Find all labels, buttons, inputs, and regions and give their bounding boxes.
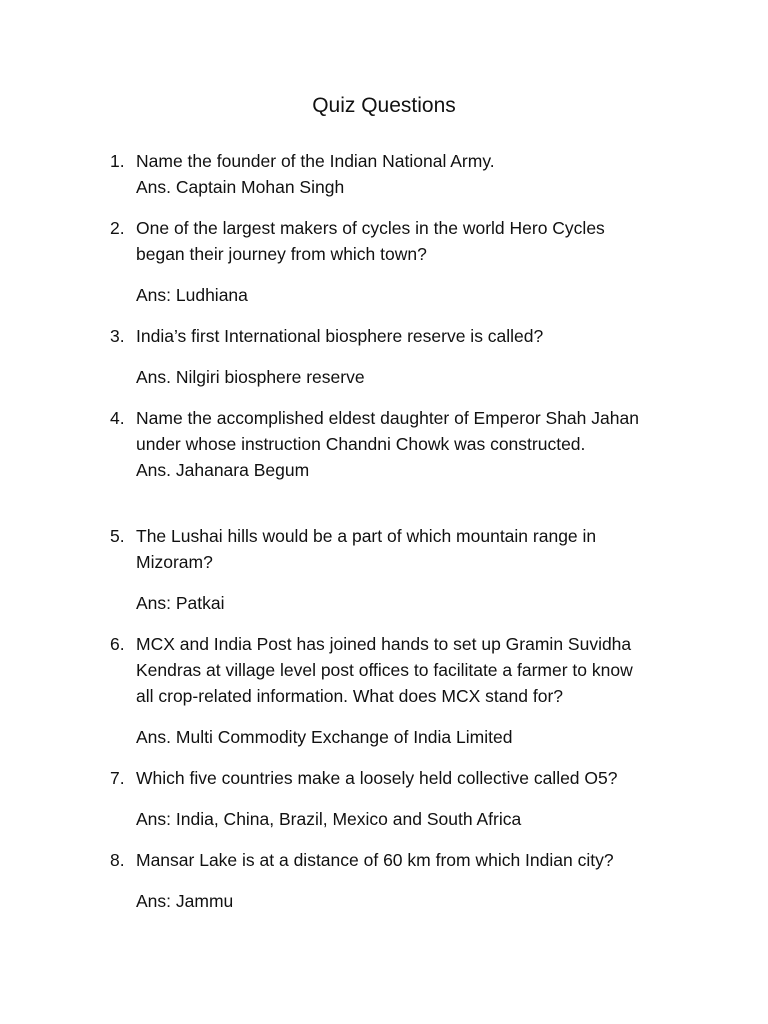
answer-4: [136, 457, 696, 483]
answer-text: Ans: Ludhiana: [136, 285, 248, 305]
question-text: Mizoram?: [136, 552, 213, 572]
question-6: [110, 631, 696, 709]
question-number: 2.: [110, 218, 125, 238]
answer-text: Ans. Jahanara Begum: [136, 460, 310, 480]
question-number: 1.: [110, 151, 125, 171]
question-text: under whose instruction Chandni Chowk was constructed.: [136, 434, 586, 454]
question-text: India’s first International biosphere reserve is called?: [136, 326, 544, 346]
question-text: One of the largest makers of cycles in the world Hero Cycles: [136, 218, 605, 238]
question-text: The Lushai hills would be a part of which mountain range in: [136, 526, 597, 546]
question-text: Name the accomplished eldest daughter of Emperor Shah Jahan: [136, 408, 639, 428]
question-number: 5.: [110, 526, 125, 546]
answer-text: Ans. Nilgiri biosphere reserve: [136, 367, 365, 387]
answer-7: [136, 806, 696, 832]
answer-text: Ans: India, China, Brazil, Mexico and South Africa: [136, 809, 522, 829]
answer-text: Ans: Patkai: [136, 593, 225, 613]
question-number: 6.: [110, 634, 125, 654]
question-number: 8.: [110, 850, 125, 870]
question-number: 4.: [110, 408, 125, 428]
question-number: 7.: [110, 768, 125, 788]
question-text: Name the founder of the Indian National Army.: [136, 151, 495, 171]
answer-8: [136, 888, 696, 914]
question-4: [110, 405, 696, 457]
answer-2: [136, 282, 696, 308]
answer-6: [136, 724, 696, 750]
answer-1: [136, 174, 696, 200]
question-text: all crop-related information. What does MCX stand for?: [136, 686, 563, 706]
question-text: Which five countries make a loosely held collective called O5?: [136, 768, 618, 788]
answer-text: Ans. Captain Mohan Singh: [136, 177, 345, 197]
question-number: 3.: [110, 326, 125, 346]
page-title: Quiz Questions: [312, 94, 456, 117]
question-1: [110, 148, 696, 174]
question-text: Kendras at village level post offices to facilitate a farmer to know: [136, 660, 633, 680]
question-8: [110, 847, 696, 873]
question-7: [110, 765, 696, 791]
question-2: [110, 215, 696, 267]
question-text: MCX and India Post has joined hands to set up Gramin Suvidha: [136, 634, 632, 654]
answer-text: Ans: Jammu: [136, 891, 234, 911]
question-3: [110, 323, 696, 349]
answer-5: [136, 590, 696, 616]
question-text: Mansar Lake is at a distance of 60 km from which Indian city?: [136, 850, 614, 870]
answer-text: Ans. Multi Commodity Exchange of India Limited: [136, 727, 513, 747]
question-text: began their journey from which town?: [136, 244, 427, 264]
question-5: [110, 523, 696, 575]
answer-3: [136, 364, 696, 390]
